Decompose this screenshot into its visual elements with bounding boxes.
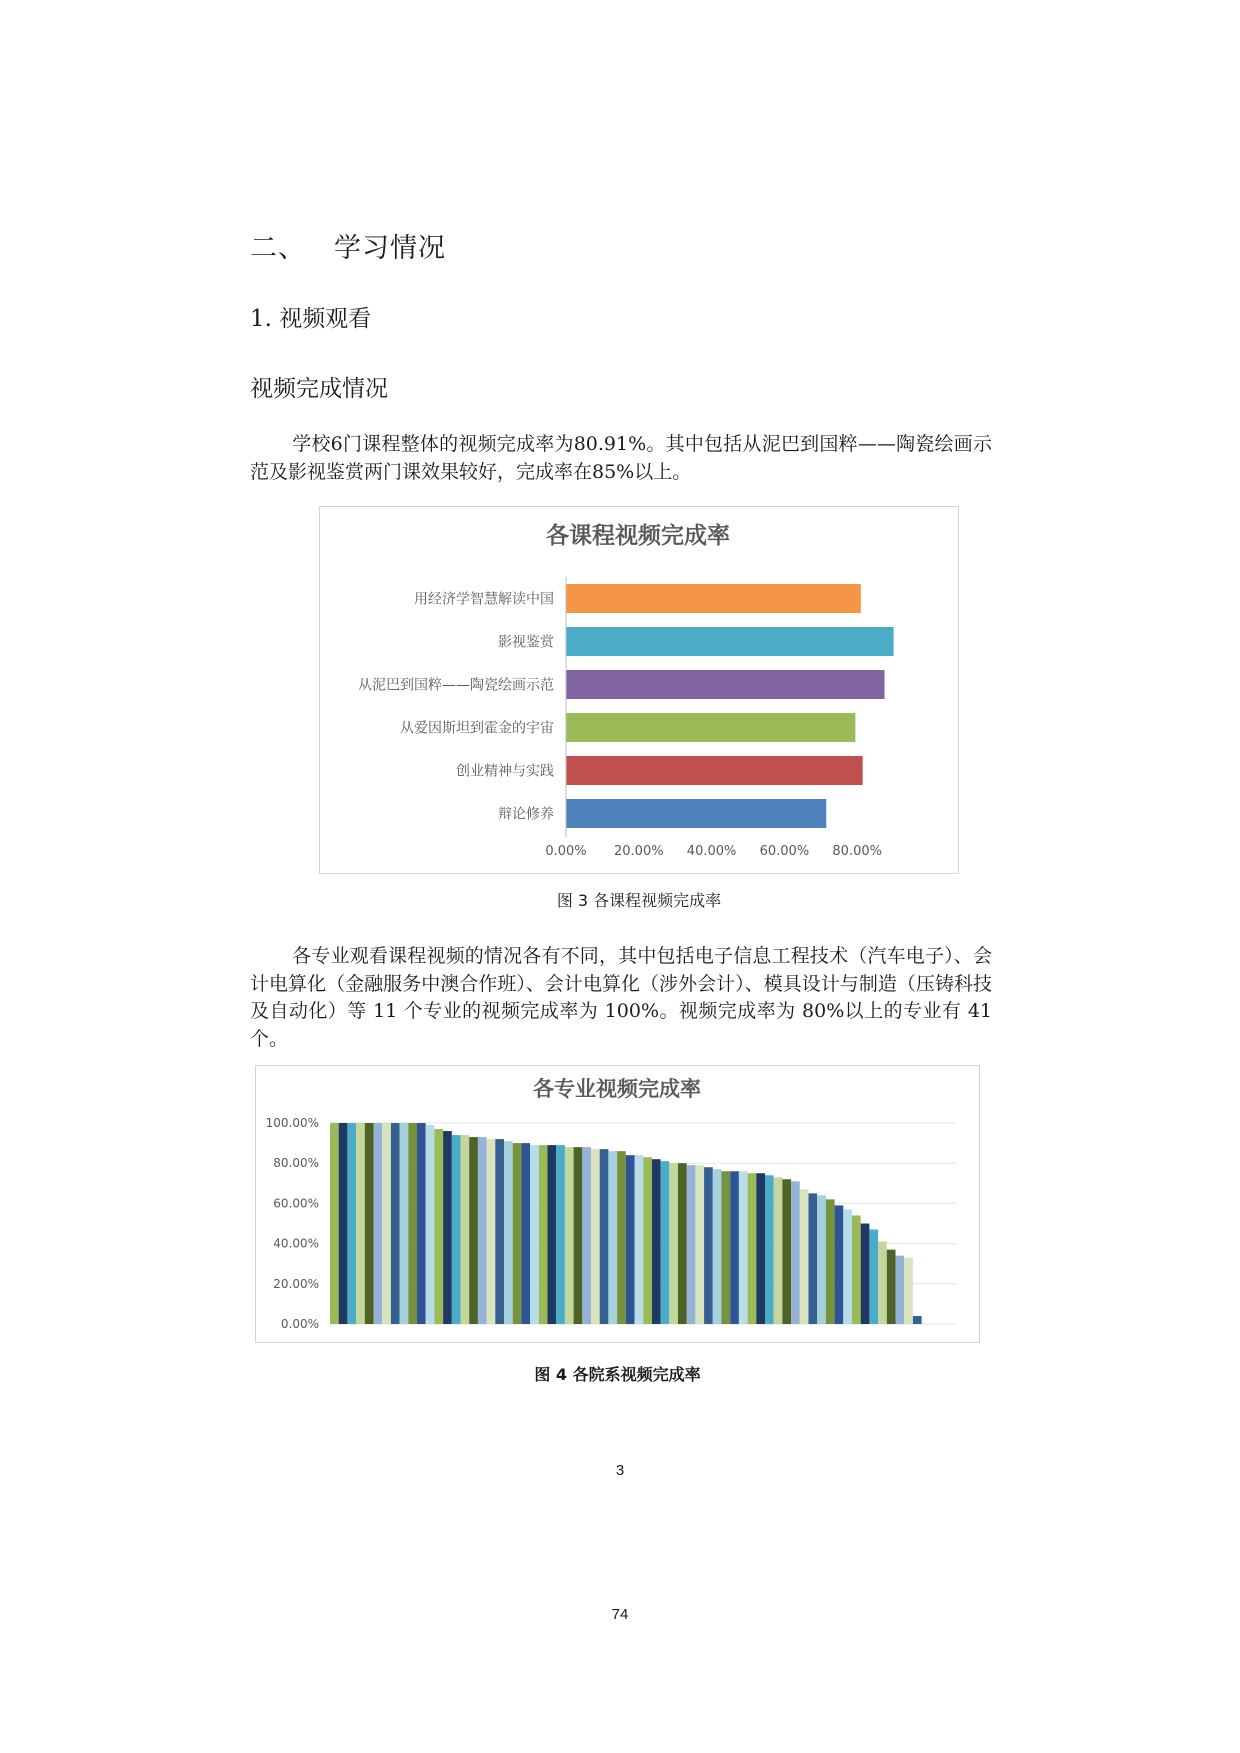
bar bbox=[704, 1167, 713, 1324]
bar bbox=[574, 1147, 583, 1324]
bar bbox=[556, 1145, 565, 1324]
y-tick-label: 0.00% bbox=[280, 1317, 319, 1331]
bar bbox=[566, 713, 855, 742]
y-tick-label: 60.00% bbox=[273, 1196, 319, 1211]
bar bbox=[504, 1141, 513, 1324]
bar bbox=[487, 1139, 496, 1324]
inner-page-number: 3 bbox=[615, 1462, 625, 1479]
bar bbox=[635, 1155, 644, 1324]
bar bbox=[913, 1316, 922, 1324]
bar bbox=[695, 1165, 704, 1324]
bar bbox=[443, 1131, 452, 1324]
bar bbox=[530, 1145, 539, 1324]
bar bbox=[400, 1123, 409, 1324]
bar bbox=[330, 1123, 339, 1324]
bar bbox=[566, 627, 894, 656]
bar bbox=[495, 1139, 504, 1324]
bar bbox=[765, 1175, 774, 1324]
bar bbox=[608, 1151, 617, 1324]
y-tick-label: 80.00% bbox=[273, 1156, 319, 1171]
bar bbox=[426, 1125, 435, 1324]
bar bbox=[661, 1161, 670, 1324]
bar bbox=[878, 1242, 887, 1324]
x-tick-label: 0.00% bbox=[545, 844, 587, 859]
bar bbox=[826, 1199, 835, 1324]
bar bbox=[678, 1163, 687, 1324]
bar bbox=[748, 1173, 757, 1324]
category-label: 从泥巴到国粹——陶瓷绘画示范 bbox=[358, 677, 554, 694]
bar bbox=[861, 1224, 870, 1325]
paragraph-2-text: 各专业观看课程视频的情况各有不同，其中包括电子信息工程技术（汽车电子）、会计电算化（金融服务中澳合作班）、会计电算化（涉外会计）、模具设计与制造（压铸科技及自动化）等 11 个专业的视频完成率为 100%。视频完成率为 80%以上的专业有 41 个。 bbox=[250, 945, 992, 1050]
figure-4-chart bbox=[255, 1065, 980, 1343]
bar bbox=[452, 1135, 461, 1324]
bar bbox=[582, 1147, 591, 1324]
bar bbox=[469, 1137, 478, 1324]
major-completion-chart bbox=[256, 1066, 978, 1341]
bar bbox=[739, 1171, 748, 1324]
bar bbox=[809, 1193, 818, 1324]
bar bbox=[774, 1177, 783, 1324]
category-label: 创业精神与实践 bbox=[456, 763, 554, 780]
category-label: 用经济学智慧解读中国 bbox=[414, 591, 554, 608]
bar bbox=[869, 1230, 878, 1324]
bar bbox=[513, 1143, 522, 1324]
chart-title: 各课程视频完成率 bbox=[546, 523, 730, 549]
bar bbox=[566, 756, 863, 785]
bar bbox=[722, 1171, 731, 1324]
paragraph-1-text: 学校6门课程整体的视频完成率为80.91%。其中包括从泥巴到国粹——陶瓷绘画示范及影视鉴赏两门课效果较好，完成率在85%以上。 bbox=[250, 433, 992, 483]
section-number: 二、 bbox=[250, 233, 306, 264]
outer-page-number: 74 bbox=[611, 1606, 629, 1623]
bar bbox=[347, 1123, 356, 1324]
bar bbox=[756, 1173, 765, 1324]
bar bbox=[566, 584, 861, 613]
bar bbox=[687, 1165, 696, 1324]
figure-4-caption: 图 4 各院系视频完成率 bbox=[534, 1365, 701, 1384]
y-tick-label: 40.00% bbox=[273, 1236, 319, 1251]
bar bbox=[391, 1123, 400, 1324]
bar bbox=[669, 1163, 678, 1324]
bar bbox=[600, 1149, 609, 1324]
x-tick-label: 80.00% bbox=[832, 844, 882, 859]
bar bbox=[461, 1135, 470, 1324]
bar bbox=[382, 1123, 391, 1324]
bar bbox=[591, 1149, 600, 1324]
bar bbox=[896, 1256, 905, 1324]
bar bbox=[408, 1123, 417, 1324]
bar bbox=[730, 1171, 739, 1324]
x-tick-label: 20.00% bbox=[614, 844, 664, 859]
subheading: 视频完成情况 bbox=[250, 376, 388, 402]
bar bbox=[521, 1143, 530, 1324]
bar bbox=[843, 1209, 852, 1324]
figure-3-chart bbox=[319, 506, 959, 874]
bar bbox=[782, 1179, 791, 1324]
paragraph-1 bbox=[250, 430, 992, 486]
section-heading bbox=[250, 226, 446, 265]
bar bbox=[817, 1195, 826, 1324]
bar bbox=[835, 1205, 844, 1324]
category-label: 影视鉴赏 bbox=[498, 634, 554, 651]
course-completion-chart bbox=[320, 507, 957, 872]
y-tick-label: 20.00% bbox=[273, 1276, 319, 1291]
bar bbox=[565, 1147, 574, 1324]
bar bbox=[339, 1123, 348, 1324]
bar bbox=[887, 1250, 896, 1324]
bar bbox=[713, 1169, 722, 1324]
bar bbox=[417, 1123, 426, 1324]
bar bbox=[548, 1145, 557, 1324]
bar bbox=[617, 1151, 626, 1324]
bar bbox=[791, 1181, 800, 1324]
bar bbox=[434, 1129, 443, 1324]
x-tick-label: 40.00% bbox=[686, 844, 737, 859]
y-tick-label: 100.00% bbox=[265, 1116, 319, 1130]
bar bbox=[374, 1123, 383, 1324]
bar bbox=[356, 1123, 365, 1324]
category-label: 从爱因斯坦到霍金的宇宙 bbox=[400, 720, 554, 737]
bar bbox=[652, 1159, 661, 1324]
bar bbox=[539, 1145, 548, 1324]
bar bbox=[904, 1258, 913, 1324]
subsection-heading: 1. 视频观看 bbox=[250, 306, 372, 332]
chart-title: 各专业视频完成率 bbox=[533, 1077, 701, 1101]
figure-3-caption: 图 3 各课程视频完成率 bbox=[556, 891, 722, 910]
category-label: 辩论修养 bbox=[498, 806, 554, 823]
bar bbox=[852, 1215, 861, 1324]
bar bbox=[626, 1155, 635, 1324]
bar bbox=[365, 1123, 374, 1324]
x-tick-label: 60.00% bbox=[759, 844, 810, 859]
bar bbox=[566, 799, 826, 828]
section-title: 学习情况 bbox=[334, 233, 446, 264]
bar bbox=[566, 670, 885, 699]
bar bbox=[478, 1137, 487, 1324]
paragraph-2 bbox=[250, 943, 992, 1053]
bar bbox=[800, 1189, 809, 1324]
bar bbox=[643, 1157, 652, 1324]
